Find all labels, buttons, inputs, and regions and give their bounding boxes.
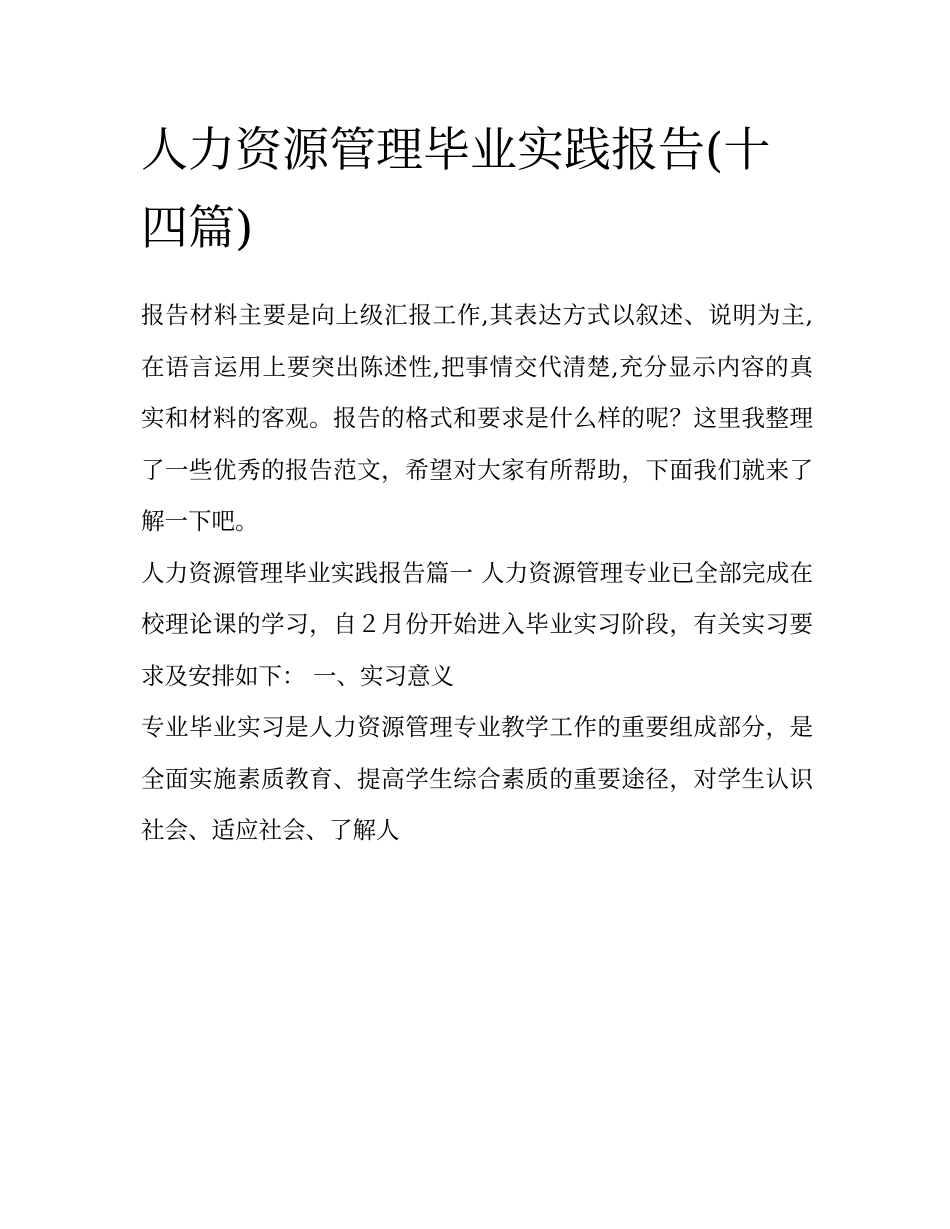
intro-paragraph: 报告材料主要是向上级汇报工作,其表达方式以叙述、说明为主,在语言运用上要突出陈述性,把事情交代清楚,充分显示内容的真实和材料的客观。报告的格式和要求是什么样的呢？这里我整理了一些优秀的报告范文，希望对大家有所帮助，下面我们就来了解一下吧。 — [141, 301, 813, 535]
document-title: 人力资源管理毕业实践报告(十四篇) — [141, 123, 771, 256]
section-paragraph: 人力资源管理毕业实践报告篇一 人力资源管理专业已全部完成在校理论课的学习，自２月份开始进入毕业实习阶段，有关实习要求及安排如下： 一、实习意义 — [141, 558, 813, 690]
document-body — [141, 112, 813, 857]
body-paragraph: 专业毕业实习是人力资源管理专业教学工作的重要组成部分，是全面实施素质教育、提高学生综合素质的重要途径，对学生认识社会、适应社会、了解人 — [141, 713, 813, 844]
